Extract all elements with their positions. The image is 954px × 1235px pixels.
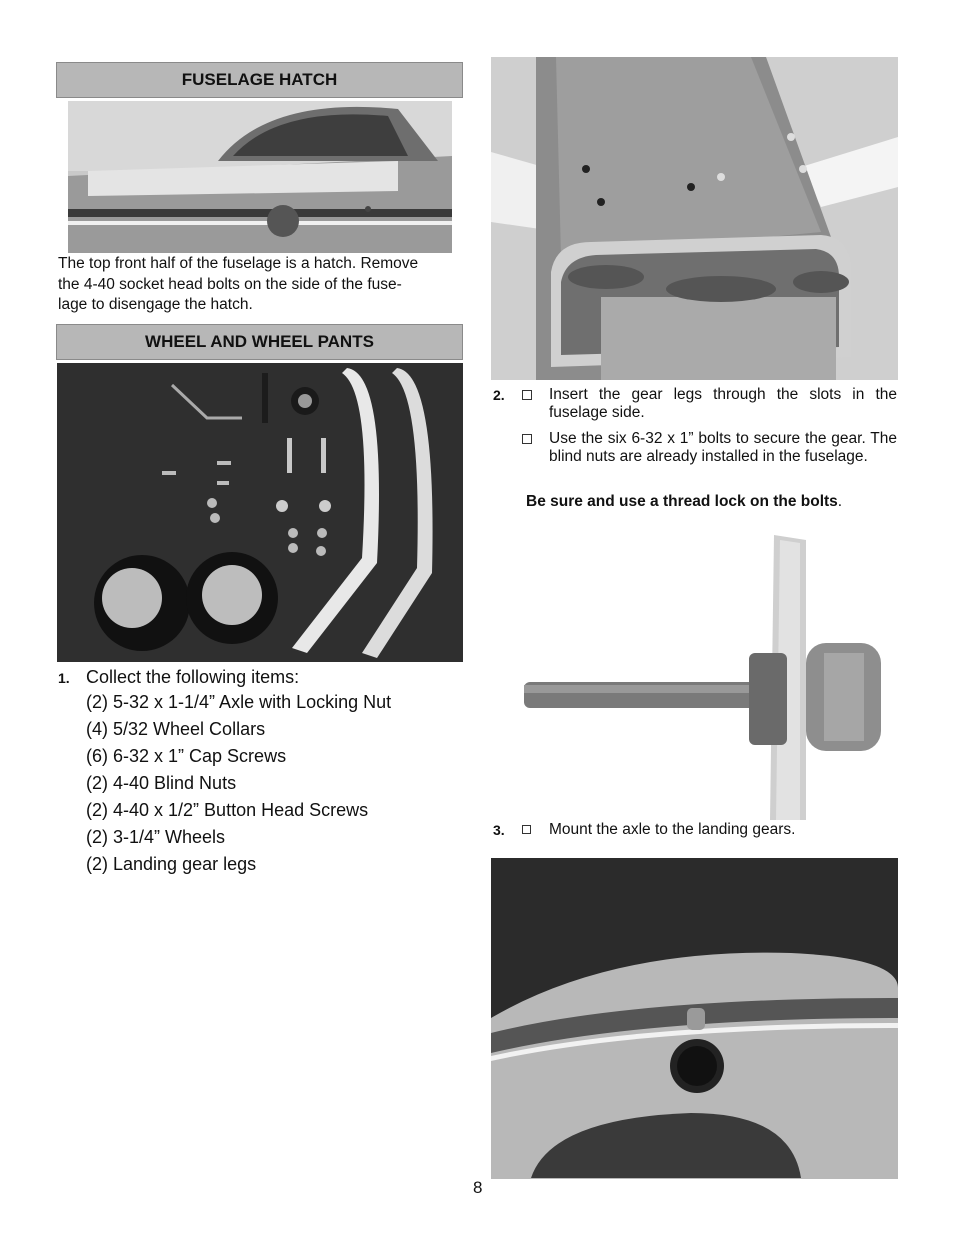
- caption-line: the 4-40 socket head bolts on the side of the fuse-: [58, 275, 402, 293]
- checkbox-icon[interactable]: [522, 825, 531, 834]
- thread-lock-note-bold: Be sure and use a thread lock on the bolts: [526, 493, 838, 510]
- thread-lock-note-end: .: [837, 493, 843, 510]
- caption-line: The top front half of the fuselage is a hatch. Remove: [58, 255, 419, 272]
- wheel-pants-heading: WHEEL AND WHEEL PANTS: [56, 324, 463, 360]
- list-item: (2) 4-40 Blind Nuts: [86, 773, 237, 793]
- step-1-intro: Collect the following items:: [86, 667, 300, 687]
- page-number: 8: [473, 1178, 483, 1197]
- step-number: 1.: [58, 670, 70, 686]
- list-item: (2) 5-32 x 1-1/4” Axle with Locking Nut: [86, 692, 392, 712]
- parts-list: [86, 689, 466, 878]
- step-3-text: Mount the axle to the landing gears.: [549, 821, 796, 838]
- step-2-text-a: Insert the gear legs through the slots in the fuselage side.: [549, 386, 897, 421]
- parts-photo: [57, 363, 463, 662]
- checkbox-icon[interactable]: [522, 390, 532, 400]
- fuselage-hatch-heading: FUSELAGE HATCH: [56, 62, 463, 98]
- caption-line: lage to disengage the hatch.: [58, 296, 253, 313]
- axle-photo: [524, 535, 884, 820]
- fuselage-hatch-photo: [68, 101, 452, 253]
- fuselage-hatch-caption: [58, 254, 468, 316]
- wheel-pant-photo: [491, 858, 898, 1179]
- fuselage-bottom-photo: [491, 57, 898, 380]
- list-item: (4) 5/32 Wheel Collars: [86, 719, 266, 739]
- step-2-text-b: Use the six 6-32 x 1” bolts to secure the gear. The blind nuts are already installed in the fuselage.: [549, 430, 897, 465]
- list-item: (2) Landing gear legs: [86, 854, 257, 874]
- list-item: (2) 4-40 x 1/2” Button Head Screws: [86, 800, 369, 820]
- checkbox-icon[interactable]: [522, 434, 532, 444]
- step-number: 3.: [493, 822, 505, 838]
- step-number: 2.: [493, 387, 505, 403]
- list-item: (6) 6-32 x 1” Cap Screws: [86, 746, 287, 766]
- list-item: (2) 3-1/4” Wheels: [86, 827, 226, 847]
- thread-lock-note: [526, 493, 896, 511]
